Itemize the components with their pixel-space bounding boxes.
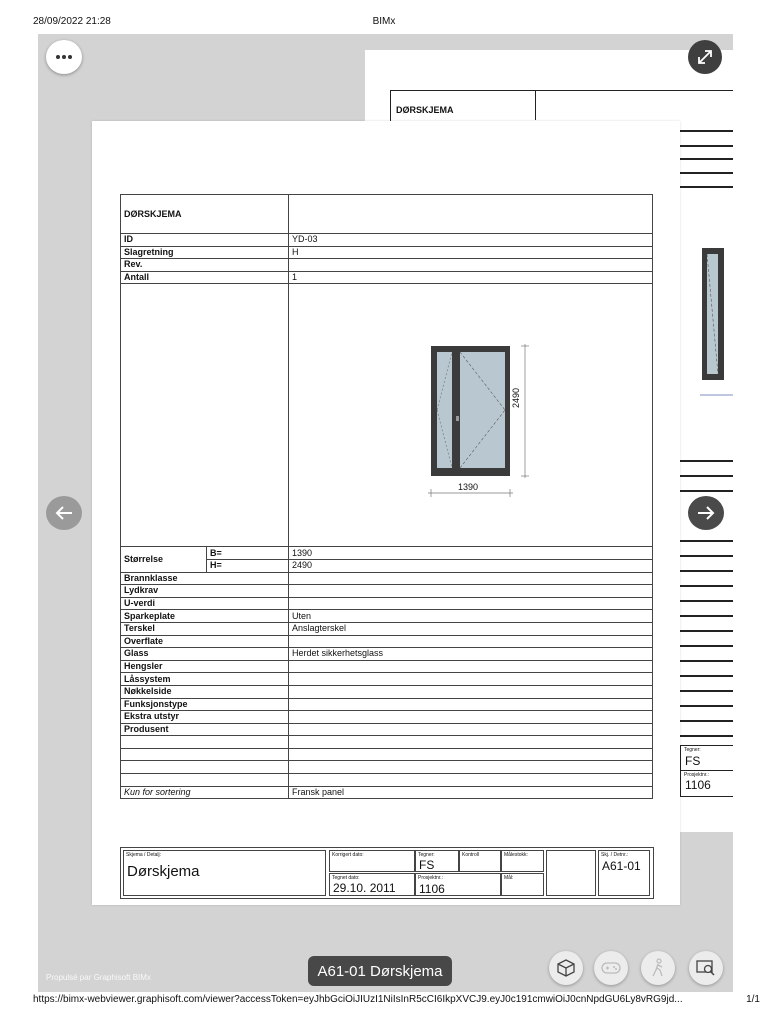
sort-value: Fransk panel xyxy=(289,786,653,799)
table-row: Låssystem xyxy=(121,673,653,686)
table-row: Rev. xyxy=(121,259,653,272)
table-row: Funksjonstype xyxy=(121,698,653,711)
table-row: Lydkrav xyxy=(121,585,653,598)
back-divider xyxy=(535,90,536,120)
fullscreen-button[interactable] xyxy=(688,40,722,74)
back-tegner: FS xyxy=(685,754,701,768)
title-block-name: Dørskjema xyxy=(127,863,200,880)
schedule-heading: DØRSKJEMA xyxy=(121,195,289,234)
table-row: ID YD-03 xyxy=(121,234,653,247)
door-elevation-drawing xyxy=(289,284,653,546)
table-row xyxy=(121,786,653,799)
table-row: Nøkkelside xyxy=(121,685,653,698)
zoom-view-icon xyxy=(695,958,717,978)
table-row: U-verdi xyxy=(121,597,653,610)
table-row: Størrelse B= 1390 xyxy=(121,547,653,560)
title-block-project-no: 1106 xyxy=(419,882,445,896)
table-row xyxy=(121,761,653,774)
dimension-height-label: 2490 xyxy=(511,388,522,409)
table-row: Overflate xyxy=(121,635,653,648)
next-sheet-button[interactable] xyxy=(688,496,724,530)
sort-label: Kun for sortering xyxy=(121,786,289,799)
table-row xyxy=(121,774,653,787)
arrow-right-icon xyxy=(696,505,716,521)
door-schedule-sheet[interactable] xyxy=(92,121,680,905)
expand-arrows-icon xyxy=(696,48,714,66)
print-url: https://bimx-webviewer.graphisoft.com/viewer?accessToken=eyJhbGciOiJIUzI1NiIsInR5cCI6IkpXVCJ9.eyJ0c191cmwiOiJ0cnNpdGU6Ly8vRG9jd... xyxy=(33,994,683,1005)
print-datetime: 28/09/2022 21:28 xyxy=(33,16,111,27)
table-row: Terskel Anslagterskel xyxy=(121,622,653,635)
door-drawing-row xyxy=(121,284,653,547)
print-header xyxy=(0,0,768,34)
door-elevation-cell xyxy=(289,284,653,547)
gamepad-button[interactable] xyxy=(594,951,628,985)
title-block: Skjema / Detalj: Dørskjema Korrigert dato: Tegnet dato: 29.10. 2011 Tegner: FS Kontroll Prosjektnr.: 1106 Målestokk: Mål: Skj. / Detnr.: A61-01 xyxy=(120,847,654,899)
table-row: Slagretning H xyxy=(121,246,653,259)
3d-model-icon xyxy=(556,958,576,978)
back-door-fragment xyxy=(700,240,733,400)
walk-person-icon xyxy=(650,958,666,978)
size-width-value: 1390 xyxy=(289,547,653,560)
title-block-drawer: FS xyxy=(419,858,435,872)
table-row: Hengsler xyxy=(121,660,653,673)
table-row: Sparkeplate Uten xyxy=(121,610,653,623)
table-row: H= 2490 xyxy=(121,559,653,572)
back-sheet-heading: DØRSKJEMA xyxy=(396,105,454,115)
sheet-caption: A61-01 Dørskjema xyxy=(308,956,452,986)
table-row xyxy=(121,748,653,761)
gamepad-icon xyxy=(600,960,622,976)
title-block-drawing-no: A61-01 xyxy=(602,859,641,873)
table-row: Brannklasse xyxy=(121,572,653,585)
size-height-value: 2490 xyxy=(289,559,653,572)
more-dots-icon xyxy=(55,54,73,60)
3d-view-button[interactable] xyxy=(549,951,583,985)
print-footer xyxy=(0,994,768,1014)
table-row: Ekstra utstyr xyxy=(121,711,653,724)
dimension-width-label: 1390 xyxy=(458,482,479,493)
size-label: Størrelse xyxy=(121,547,207,572)
zoom-view-button[interactable] xyxy=(689,951,723,985)
print-page-number: 1/1 xyxy=(746,994,760,1005)
table-row: Produsent xyxy=(121,723,653,736)
title-block-drawn-date: 29.10. 2011 xyxy=(333,881,396,895)
table-row: Glass Herdet sikkerhetsglass xyxy=(121,648,653,661)
table-row xyxy=(121,736,653,749)
drawing-viewer[interactable] xyxy=(38,34,733,992)
back-prosjektnr: 1106 xyxy=(685,778,711,792)
table-row: Antall 1 xyxy=(121,271,653,284)
menu-button[interactable] xyxy=(46,40,82,74)
schedule-heading-row xyxy=(121,195,653,234)
walk-mode-button[interactable] xyxy=(641,951,675,985)
arrow-left-icon xyxy=(54,505,74,521)
door-schedule-table xyxy=(120,194,653,799)
powered-by-label: Propulsé par Graphisoft BIMx xyxy=(46,973,151,982)
back-titleblock: Tegner: FS Prosjektnr.: 1106 xyxy=(680,745,733,797)
print-title: BIMx xyxy=(372,16,396,27)
previous-sheet-button[interactable] xyxy=(46,496,82,530)
